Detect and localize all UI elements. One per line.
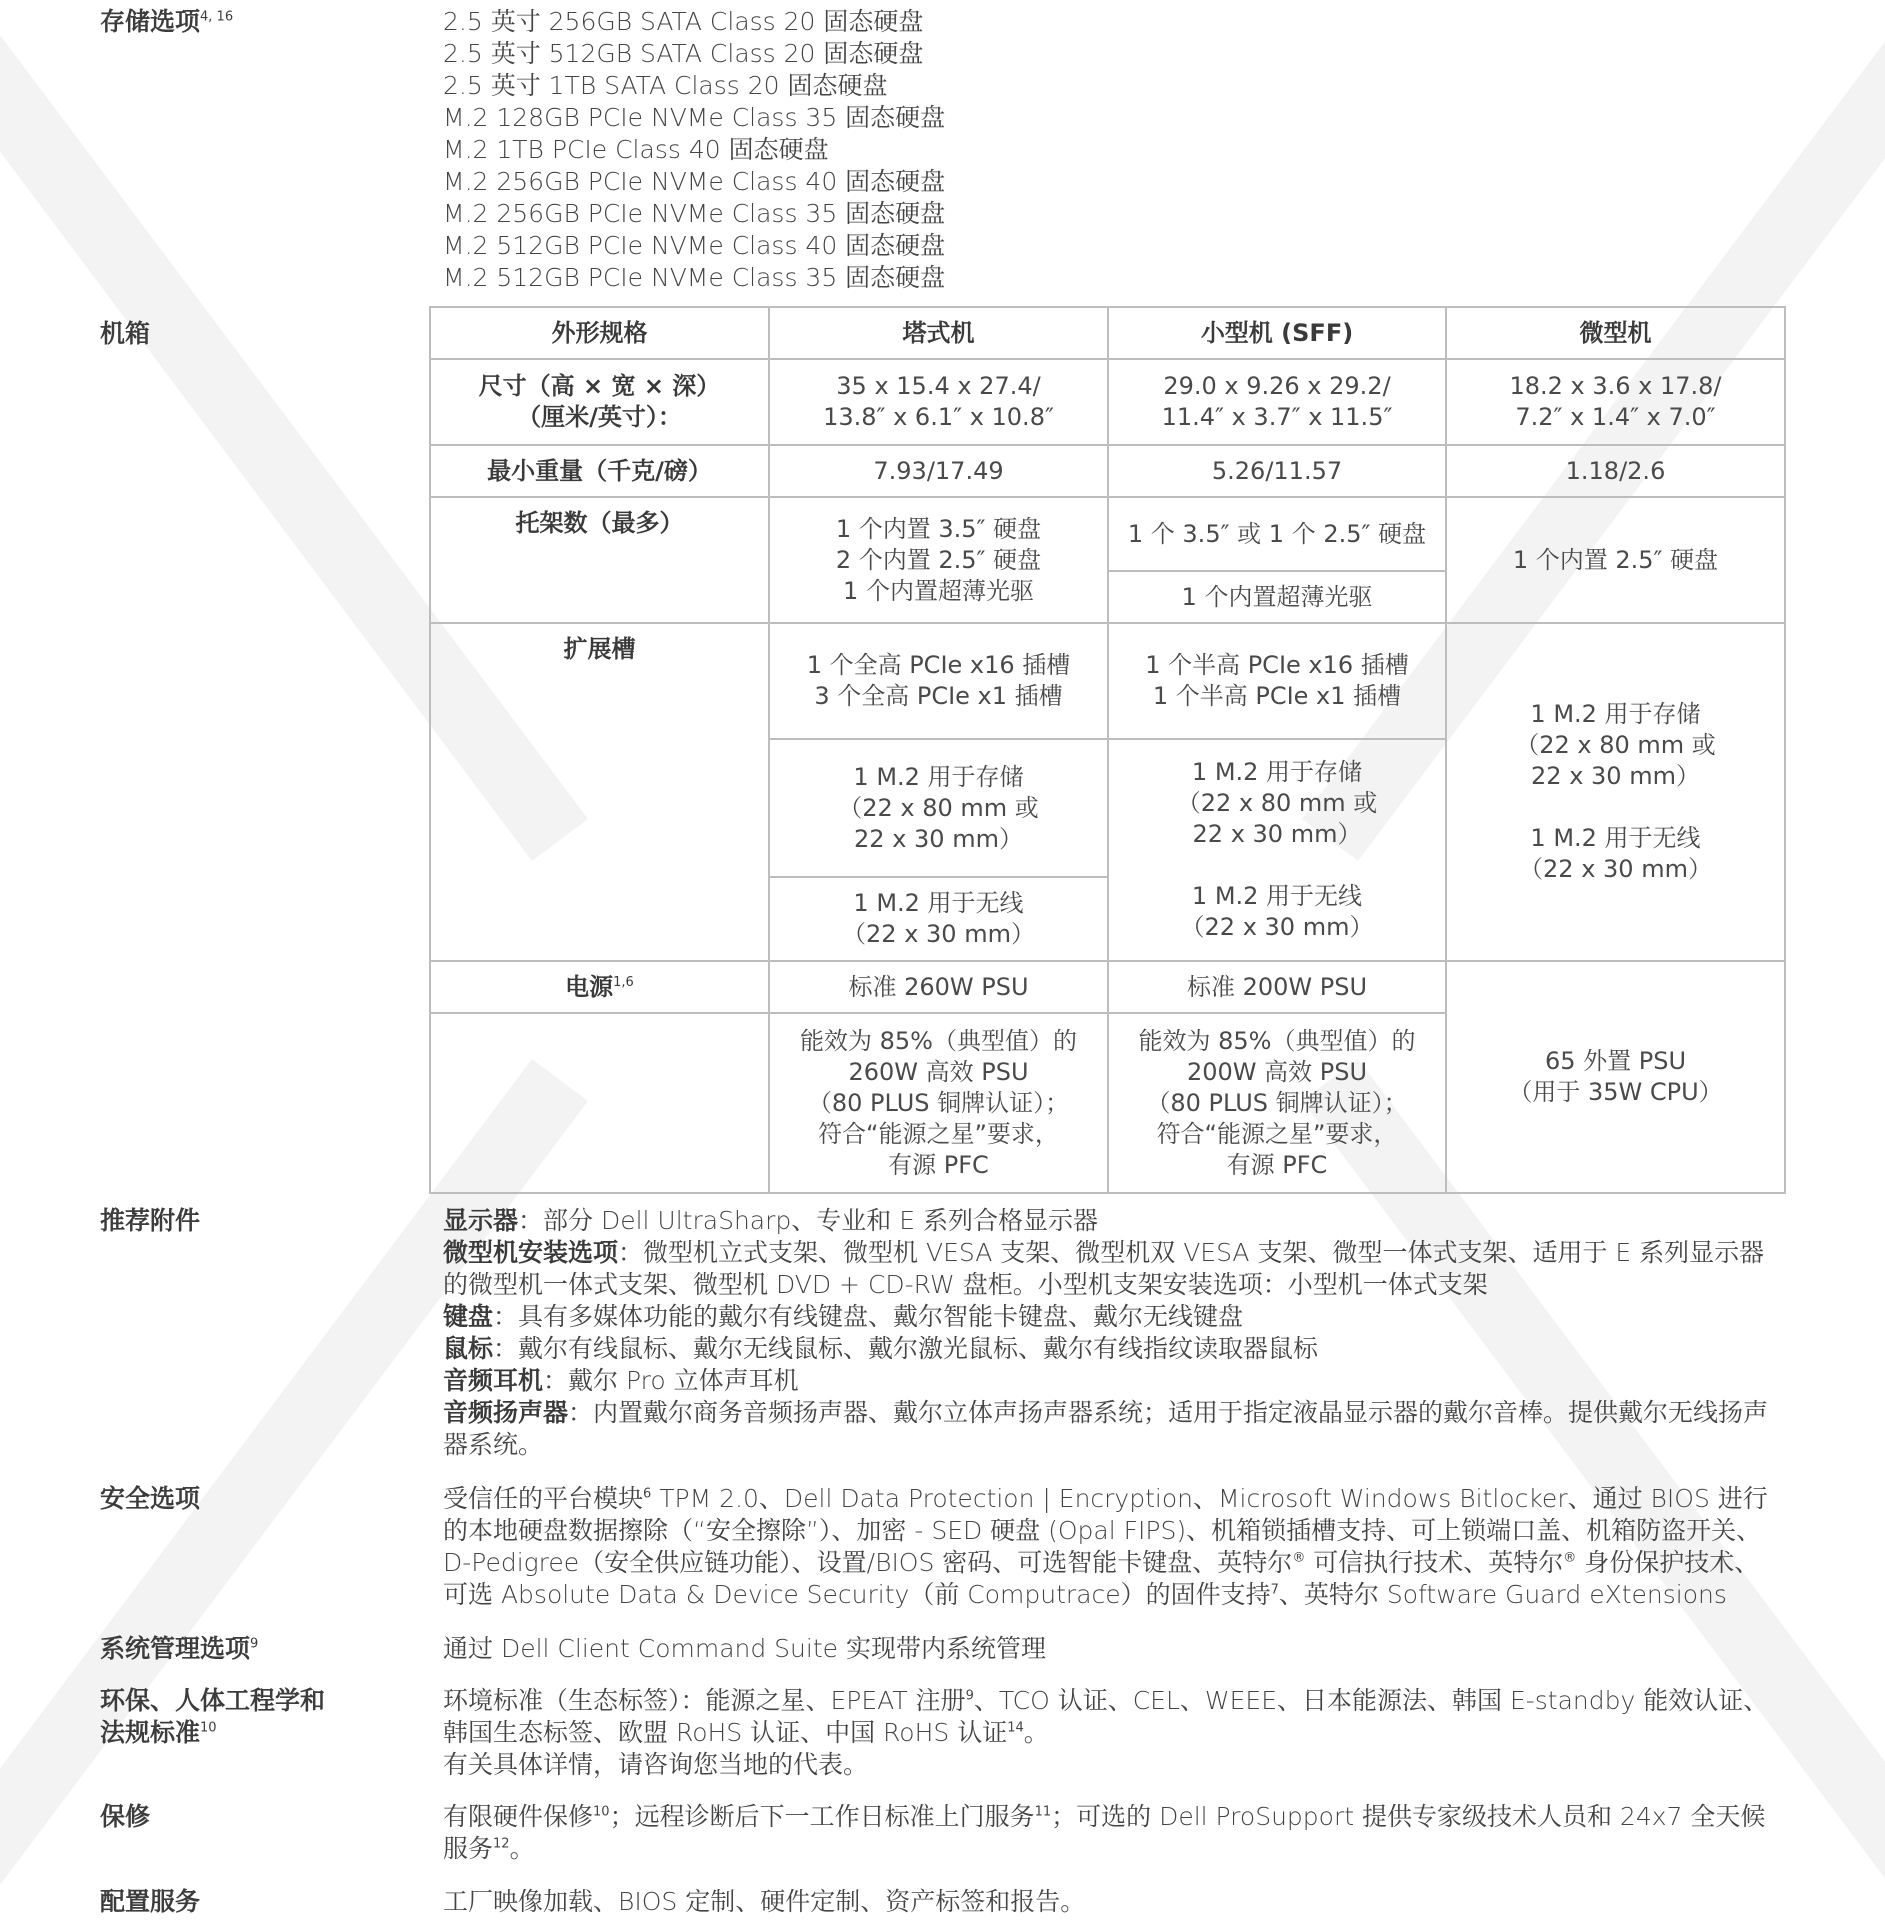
header-form-factor: 外形规格: [430, 307, 769, 359]
power-tower-standard: 标准 260W PSU: [769, 961, 1108, 1013]
dimensions-tower: 35 x 15.4 x 27.4/ 13.8″ x 6.1″ x 10.8″: [769, 359, 1108, 445]
table-row-bays: [430, 497, 1785, 571]
weight-tower: 7.93/17.49: [769, 445, 1108, 497]
power-tower-efficient: 能效为 85%（典型值）的 260W 高效 PSU （80 PLUS 铜牌认证）； 符合“能源之星”要求， 有源 PFC: [769, 1013, 1108, 1193]
chassis-label: 机箱: [100, 319, 151, 348]
accessory-item: 音频扬声器：内置戴尔商务音频扬声器、戴尔立体声扬声器系统；适用于指定液晶显示器的戴尔音棒。提供戴尔无线扬声器系统。: [443, 1398, 1769, 1459]
storage-item: M.2 256GB PCIe NVMe Class 40 固态硬盘: [443, 167, 946, 196]
warranty-label: 保修: [100, 1802, 151, 1831]
management-label: 系统管理选项$^9$: [100, 1634, 259, 1663]
dimensions-sff: 29.0 x 9.26 x 29.2/ 11.4″ x 3.7″ x 11.5″: [1108, 359, 1446, 445]
table-row-slots: [430, 623, 1785, 739]
warranty-text: 有限硬件保修$^{10}$；远程诊断后下一工作日标准上门服务$^{11}$；可选的 Dell ProSupport 提供专家级技术人员和 24x7 全天候服务$^{12}$。: [443, 1802, 1766, 1863]
chassis-table: [429, 306, 1786, 1194]
power-sff-standard: 标准 200W PSU: [1108, 961, 1446, 1013]
header-sff: 小型机 (SFF): [1108, 307, 1446, 359]
slots-sff-m2: 1 M.2 用于存储 （22 x 80 mm 或 22 x 30 mm） 1 M.2 用于无线 （22 x 30 mm）: [1108, 739, 1446, 961]
accessory-item: 键盘：具有多媒体功能的戴尔有线键盘、戴尔智能卡键盘、戴尔无线键盘: [443, 1302, 1244, 1331]
storage-item: M.2 512GB PCIe NVMe Class 35 固态硬盘: [443, 263, 946, 292]
header-micro: 微型机: [1446, 307, 1785, 359]
weight-sff: 5.26/11.57: [1108, 445, 1446, 497]
storage-item: M.2 1TB PCIe Class 40 固态硬盘: [443, 135, 829, 164]
dimensions-micro: 18.2 x 3.6 x 17.8/ 7.2″ x 1.4″ x 7.0″: [1446, 359, 1785, 445]
slots-tower-m2-storage: 1 M.2 用于存储 （22 x 80 mm 或 22 x 30 mm）: [769, 739, 1108, 877]
bays-sff-optical: 1 个内置超薄光驱: [1108, 571, 1446, 623]
power-label: 电源$^{1,6}$: [430, 961, 769, 1013]
security-label: 安全选项: [100, 1484, 201, 1513]
table-row-dimensions: [430, 359, 1785, 445]
power-micro: 65 外置 PSU （用于 35W CPU）: [1446, 961, 1785, 1193]
storage-item: M.2 512GB PCIe NVMe Class 40 固态硬盘: [443, 231, 946, 260]
accessory-item: 音频耳机：戴尔 Pro 立体声耳机: [443, 1366, 799, 1395]
management-text: 通过 Dell Client Command Suite 实现带内系统管理: [443, 1634, 1046, 1663]
power-sff-efficient: 能效为 85%（典型值）的 200W 高效 PSU （80 PLUS 铜牌认证）； 符合“能源之星”要求， 有源 PFC: [1108, 1013, 1446, 1193]
storage-label: 存储选项$^{4, 16}$: [100, 7, 234, 36]
environment-label: 环保、人体工程学和 法规标准$^{10}$: [100, 1686, 326, 1747]
header-tower: 塔式机: [769, 307, 1108, 359]
table-row-power: [430, 961, 1785, 1013]
weight-micro: 1.18/2.6: [1446, 445, 1785, 497]
bays-micro: 1 个内置 2.5″ 硬盘: [1446, 497, 1785, 623]
slots-tower-pcie: 1 个全高 PCIe x16 插槽 3 个全高 PCIe x1 插槽: [769, 623, 1108, 739]
table-header-row: [430, 307, 1785, 359]
storage-item: 2.5 英寸 256GB SATA Class 20 固态硬盘: [443, 7, 924, 36]
storage-item: 2.5 英寸 512GB SATA Class 20 固态硬盘: [443, 39, 924, 68]
slots-tower-m2-wireless: 1 M.2 用于无线 （22 x 30 mm）: [769, 877, 1108, 961]
accessories-list: [443, 1205, 1773, 1461]
slots-sff-pcie: 1 个半高 PCIe x16 插槽 1 个半高 PCIe x1 插槽: [1108, 623, 1446, 739]
storage-list: [443, 6, 1773, 294]
accessories-label: 推荐附件: [100, 1206, 201, 1235]
accessory-item: 鼠标：戴尔有线鼠标、戴尔无线鼠标、戴尔激光鼠标、戴尔有线指纹读取器鼠标: [443, 1334, 1319, 1363]
environment-text: 环境标准（生态标签）：能源之星、EPEAT 注册$^9$、TCO 认证、CEL、WEEE、日本能源法、韩国 E-standby 能效认证、韩国生态标签、欧盟 RoHS 认证、中国 RoHS 认证$^{14}$。 有关具体详情，请咨询您当地的代表。: [443, 1686, 1769, 1779]
slots-label: 扩展槽: [430, 623, 769, 961]
slots-micro: 1 M.2 用于存储 （22 x 80 mm 或 22 x 30 mm） 1 M.2 用于无线 （22 x 30 mm）: [1446, 623, 1785, 961]
power-empty-cell: [430, 1013, 769, 1193]
storage-item: M.2 128GB PCIe NVMe Class 35 固态硬盘: [443, 103, 946, 132]
bays-label: 托架数（最多）: [430, 497, 769, 623]
security-text: 受信任的平台模块$^6$ TPM 2.0、Dell Data Protection | Encryption、Microsoft Windows Bitlocker、通过 BIOS 进行的本地硬盘数据擦除（“安全擦除”）、加密 - SED 硬盘 (Opal FIPS)、机箱锁插槽支持、可上锁端口盖、机箱防盗开关、D-Pedigree（安全供应链功能）、设置/BIOS 密码、可选智能卡键盘、英特尔® 可信执行技术、英特尔® 身份保护技术、可选 Absolute Data & Device Security（前 Computrace）的固件支持$^7$、英特尔 Software Guard eXtensions: [443, 1484, 1768, 1609]
storage-item: 2.5 英寸 1TB SATA Class 20 固态硬盘: [443, 71, 888, 100]
config-label: 配置服务: [100, 1887, 201, 1916]
config-text: 工厂映像加载、BIOS 定制、硬件定制、资产标签和报告。: [443, 1887, 1086, 1916]
accessory-item: 微型机安装选项：微型机立式支架、微型机 VESA 支架、微型机双 VESA 支架、微型一体式支架、适用于 E 系列显示器的微型机一体式支架、微型机 DVD + CD-RW 盘柜。小型机支架安装选项：小型机一体式支架: [443, 1238, 1765, 1299]
storage-item: M.2 256GB PCIe NVMe Class 35 固态硬盘: [443, 199, 946, 228]
weight-label: 最小重量（千克/磅）: [430, 445, 769, 497]
dimensions-label: 尺寸（高 × 宽 × 深） （厘米/英寸）：: [430, 359, 769, 445]
bays-tower: 1 个内置 3.5″ 硬盘 2 个内置 2.5″ 硬盘 1 个内置超薄光驱: [769, 497, 1108, 623]
table-row-weight: [430, 445, 1785, 497]
accessory-item: 显示器：部分 Dell UltraSharp、专业和 E 系列合格显示器: [443, 1206, 1098, 1235]
bays-sff-drive: 1 个 3.5″ 或 1 个 2.5″ 硬盘: [1108, 497, 1446, 571]
